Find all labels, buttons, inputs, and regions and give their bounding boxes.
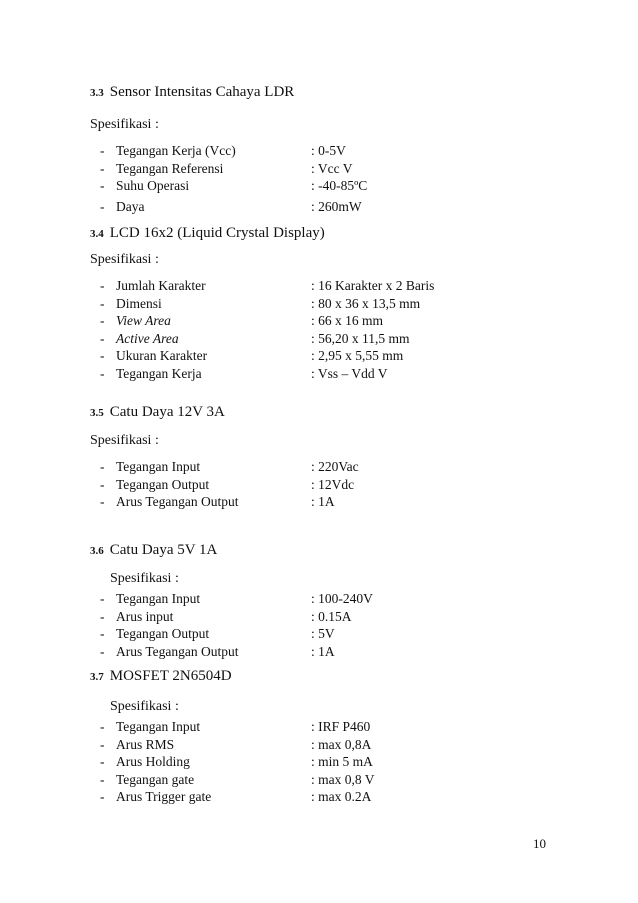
spec-row xyxy=(94,625,511,643)
spec-name: Tegangan Input xyxy=(116,459,201,474)
spec-name: Tegangan Referensi xyxy=(116,160,224,176)
spec-value: : min 5 mA xyxy=(311,754,373,769)
page-number: 10 xyxy=(533,836,546,851)
section-heading xyxy=(90,542,511,564)
section-3-3 xyxy=(90,84,511,215)
spec-row xyxy=(94,160,511,178)
spec-value: : Vcc V xyxy=(311,160,353,176)
spec-row xyxy=(94,476,511,494)
spec-name: Tegangan Output xyxy=(116,476,210,492)
spec-name: Arus Holding xyxy=(116,754,190,769)
spec-value: : 16 Karakter x 2 Baris xyxy=(311,278,435,293)
spec-value: : Vss – Vdd V xyxy=(311,365,388,381)
spec-name: Jumlah Karakter xyxy=(116,278,206,293)
spec-name: Ukuran Karakter xyxy=(116,348,208,363)
spec-value: : 66 x 16 mm xyxy=(311,313,384,328)
spec-name: Tegangan Kerja xyxy=(116,365,202,381)
spec-label: Spesifikasi : xyxy=(90,117,159,132)
spec-row xyxy=(94,718,511,736)
section-3-5 xyxy=(90,404,511,511)
section-heading xyxy=(90,668,511,690)
list-dash: - xyxy=(100,178,105,193)
list-dash: - xyxy=(100,160,105,176)
list-dash: - xyxy=(100,198,105,214)
spec-value: : 56,20 x 11,5 mm xyxy=(311,330,410,346)
section-heading xyxy=(90,225,511,247)
section-3-6 xyxy=(90,542,511,660)
spec-list xyxy=(94,142,511,215)
spec-name: Dimensi xyxy=(116,295,162,311)
spec-name: Active Area xyxy=(116,330,179,346)
spec-name: Arus Tegangan Output xyxy=(116,494,239,509)
spec-row xyxy=(94,788,511,806)
spec-name: Arus Trigger gate xyxy=(116,789,212,804)
spec-value: : max 0,8A xyxy=(311,736,372,752)
spec-row xyxy=(94,458,511,476)
list-dash: - xyxy=(100,591,105,606)
spec-value: : 80 x 36 x 13,5 mm xyxy=(311,295,421,311)
spec-name: Tegangan Input xyxy=(116,591,201,606)
section-number: 3.6 xyxy=(90,545,104,557)
spec-row xyxy=(94,347,511,365)
spec-row xyxy=(94,590,511,608)
spec-value: : 260mW xyxy=(311,198,362,214)
list-dash: - xyxy=(100,278,105,293)
spec-row xyxy=(94,736,511,754)
spec-row xyxy=(94,312,511,330)
list-dash: - xyxy=(100,459,105,474)
spec-label: Spesifikasi : xyxy=(90,252,159,267)
spec-row xyxy=(94,330,511,348)
section-heading xyxy=(90,84,511,106)
list-dash: - xyxy=(100,736,105,752)
section-title: Catu Daya 5V 1A xyxy=(109,542,218,558)
spec-value: : -40-85ºC xyxy=(311,178,368,193)
spec-name: Tegangan Kerja (Vcc) xyxy=(116,143,236,158)
list-dash: - xyxy=(100,643,105,659)
spec-row xyxy=(94,365,511,383)
spec-row xyxy=(94,643,511,661)
spec-value: : IRF P460 xyxy=(311,719,371,734)
spec-row xyxy=(94,771,511,789)
section-3-4 xyxy=(90,225,511,382)
section-3-7 xyxy=(90,668,511,806)
spec-row xyxy=(94,198,511,216)
spec-value: : 1A xyxy=(311,643,335,659)
list-dash: - xyxy=(100,754,105,769)
list-dash: - xyxy=(100,365,105,381)
spec-value: : max 0,8 V xyxy=(311,771,375,787)
section-heading xyxy=(90,404,511,426)
spec-label: Spesifikasi : xyxy=(110,699,179,714)
spec-name: Tegangan Output xyxy=(116,626,210,641)
spec-value: : 2,95 x 5,55 mm xyxy=(311,348,404,363)
list-dash: - xyxy=(100,476,105,492)
spec-list xyxy=(94,458,511,511)
spec-list xyxy=(94,718,511,806)
section-number: 3.7 xyxy=(90,671,104,683)
list-dash: - xyxy=(100,494,105,509)
list-dash: - xyxy=(100,626,105,641)
spec-name: Daya xyxy=(116,198,145,214)
spec-name: Arus Tegangan Output xyxy=(116,643,239,659)
list-dash: - xyxy=(100,313,105,328)
spec-label: Spesifikasi : xyxy=(110,571,179,586)
spec-list xyxy=(94,590,511,660)
spec-name: Arus RMS xyxy=(116,736,175,752)
spec-name: View Area xyxy=(116,313,171,328)
spec-value: : 12Vdc xyxy=(311,476,355,492)
spec-row xyxy=(94,753,511,771)
section-title: MOSFET 2N6504D xyxy=(109,668,232,684)
spec-name: Arus input xyxy=(116,608,174,624)
section-number: 3.3 xyxy=(90,87,104,99)
list-dash: - xyxy=(100,143,105,158)
spec-name: Suhu Operasi xyxy=(116,178,190,193)
spec-value: : 0-5V xyxy=(311,143,346,158)
spec-row xyxy=(94,177,511,195)
spec-list xyxy=(94,277,511,382)
spec-value: : 100-240V xyxy=(311,591,373,606)
spec-value: : 1A xyxy=(311,494,335,509)
list-dash: - xyxy=(100,608,105,624)
spec-value: : 0.15A xyxy=(311,608,352,624)
spec-value: : 220Vac xyxy=(311,459,359,474)
spec-row xyxy=(94,295,511,313)
list-dash: - xyxy=(100,295,105,311)
section-title: LCD 16x2 (Liquid Crystal Display) xyxy=(109,225,325,241)
list-dash: - xyxy=(100,719,105,734)
spec-value: : max 0.2A xyxy=(311,789,372,804)
section-title: Catu Daya 12V 3A xyxy=(109,404,225,420)
spec-name: Tegangan gate xyxy=(116,771,195,787)
spec-row xyxy=(94,493,511,511)
spec-name: Tegangan Input xyxy=(116,719,201,734)
section-title: Sensor Intensitas Cahaya LDR xyxy=(109,84,295,100)
section-number: 3.5 xyxy=(90,407,104,419)
list-dash: - xyxy=(100,789,105,804)
spec-row xyxy=(94,277,511,295)
list-dash: - xyxy=(100,348,105,363)
spec-label: Spesifikasi : xyxy=(90,433,159,448)
spec-row xyxy=(94,608,511,626)
section-number: 3.4 xyxy=(90,228,104,240)
spec-value: : 5V xyxy=(311,626,335,641)
list-dash: - xyxy=(100,330,105,346)
list-dash: - xyxy=(100,771,105,787)
spec-row xyxy=(94,142,511,160)
